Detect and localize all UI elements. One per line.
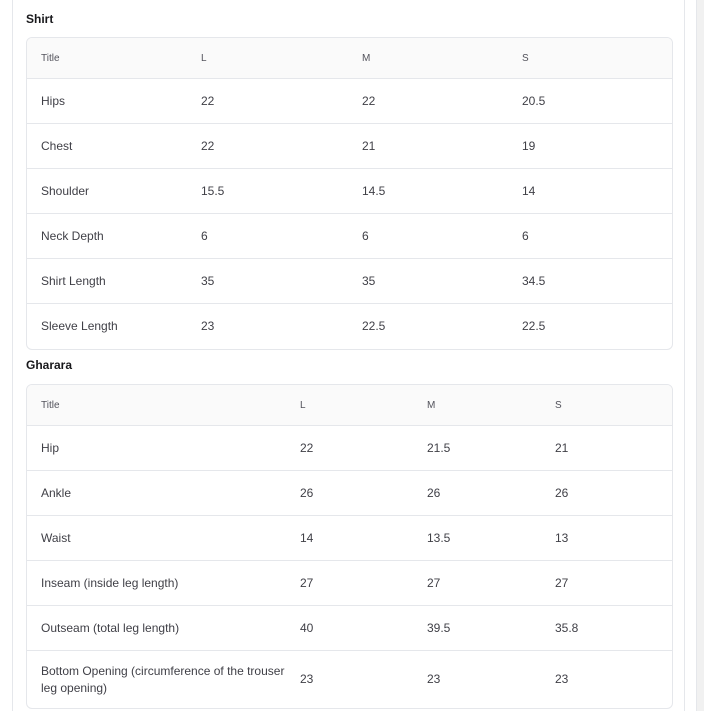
shirt-size-table xyxy=(26,37,673,350)
table-header-row xyxy=(27,385,672,426)
size-l-value: 22 xyxy=(187,79,348,124)
size-m-value: 13.5 xyxy=(413,516,541,561)
measurement-label: Ankle xyxy=(27,471,286,516)
column-header-s: S xyxy=(541,385,672,426)
column-header-l: L xyxy=(286,385,413,426)
size-m-value: 21 xyxy=(348,124,508,169)
scrollbar-track[interactable] xyxy=(696,0,704,711)
size-s-value: 13 xyxy=(541,516,672,561)
shirt-section-title: Shirt xyxy=(26,12,54,26)
column-header-title: Title xyxy=(27,38,187,79)
table-row xyxy=(27,426,672,471)
size-l-value: 6 xyxy=(187,214,348,259)
size-m-value: 22 xyxy=(348,79,508,124)
size-l-value: 27 xyxy=(286,561,413,606)
size-s-value: 14 xyxy=(508,169,672,214)
size-s-value: 6 xyxy=(508,214,672,259)
column-header-s: S xyxy=(508,38,672,79)
gharara-size-table xyxy=(26,384,673,709)
size-m-value: 39.5 xyxy=(413,606,541,651)
table-row xyxy=(27,651,672,708)
measurement-label: Shirt Length xyxy=(27,259,187,304)
size-s-value: 34.5 xyxy=(508,259,672,304)
size-s-value: 20.5 xyxy=(508,79,672,124)
size-m-value: 26 xyxy=(413,471,541,516)
table-row xyxy=(27,259,672,304)
size-s-value: 19 xyxy=(508,124,672,169)
measurement-label: Chest xyxy=(27,124,187,169)
table-row xyxy=(27,606,672,651)
table-row xyxy=(27,79,672,124)
size-s-value: 27 xyxy=(541,561,672,606)
measurement-label: Waist xyxy=(27,516,286,561)
measurement-label: Hips xyxy=(27,79,187,124)
size-l-value: 14 xyxy=(286,516,413,561)
table-header-row xyxy=(27,38,672,79)
size-l-value: 15.5 xyxy=(187,169,348,214)
size-l-value: 22 xyxy=(187,124,348,169)
measurement-label: Bottom Opening (circumference of the trouser leg opening) xyxy=(41,663,285,695)
measurement-label: Shoulder xyxy=(27,169,187,214)
size-m-value: 27 xyxy=(413,561,541,606)
table-row xyxy=(27,561,672,606)
size-s-value: 26 xyxy=(541,471,672,516)
size-m-value: 23 xyxy=(427,672,441,686)
column-header-title: Title xyxy=(27,385,286,426)
size-s-value: 35.8 xyxy=(541,606,672,651)
table-row xyxy=(27,214,672,259)
table-row xyxy=(27,471,672,516)
gharara-section-title: Gharara xyxy=(26,358,73,372)
size-l-value: 23 xyxy=(300,672,314,686)
measurement-label: Outseam (total leg length) xyxy=(27,606,286,651)
column-header-m: M xyxy=(413,385,541,426)
size-l-value: 40 xyxy=(286,606,413,651)
size-m-value: 21.5 xyxy=(413,426,541,471)
size-m-value: 22.5 xyxy=(362,319,386,333)
size-m-value: 35 xyxy=(348,259,508,304)
size-l-value: 22 xyxy=(286,426,413,471)
size-s-value: 21 xyxy=(541,426,672,471)
size-l-value: 35 xyxy=(187,259,348,304)
size-s-value: 22.5 xyxy=(522,319,546,333)
size-m-value: 6 xyxy=(348,214,508,259)
column-header-l: L xyxy=(187,38,348,79)
measurement-label: Inseam (inside leg length) xyxy=(27,561,286,606)
size-l-value: 23 xyxy=(201,319,215,333)
column-header-m: M xyxy=(348,38,508,79)
measurement-label: Neck Depth xyxy=(27,214,187,259)
measurement-label: Sleeve Length xyxy=(41,319,118,333)
table-row xyxy=(27,124,672,169)
size-s-value: 23 xyxy=(555,672,569,686)
size-m-value: 14.5 xyxy=(348,169,508,214)
table-row xyxy=(27,516,672,561)
table-row xyxy=(27,169,672,214)
table-row xyxy=(27,304,672,349)
size-l-value: 26 xyxy=(286,471,413,516)
measurement-label: Hip xyxy=(27,426,286,471)
